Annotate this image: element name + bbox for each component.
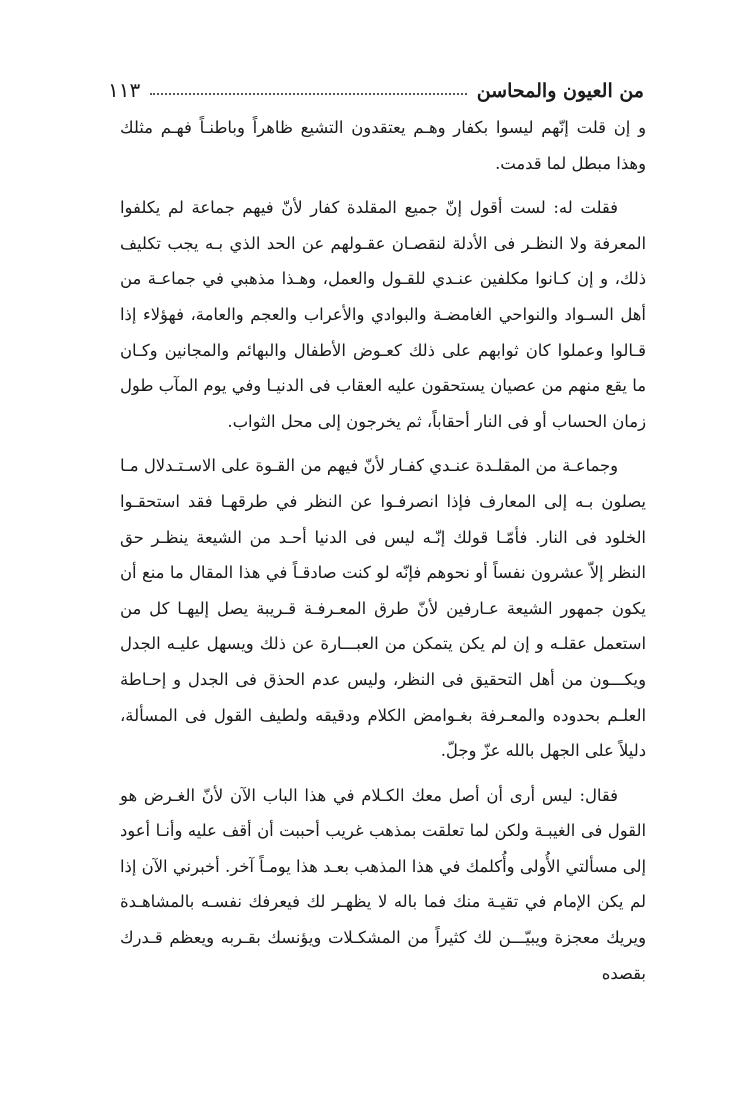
- running-title: من العيون والمحاسن: [476, 80, 644, 102]
- paragraph-4: فقال: ليس أرى أن أصل معك الكـلام في هذا الباب الآن لأنّ الغـرض هو القول فى الغيبـة ولكن لما تعلقت بمذهب غريب أحببت أن أقف عليه وأنـا أعود إلى مسألتي الأُولى وأُكلمك في هذا المذهب بعـد هذا يومـاً آخر. أخبرني الآن إذا لم يكن الإمام في تقيـة منك فما باله لا يظهـر لك فيعرفك نفسـه بالمشاهـدة ويريك معجزة ويبيّـــن لك كثيراً من المشكـلات ويؤنسك بقـربه ويعظم قـدرك بقصده: [120, 785, 646, 983]
- running-header: [108, 68, 644, 102]
- paragraph-3: وجماعـة من المقلـدة عنـدي كفـار لأنّ فيهم من القـوة على الاسـتـدلال مـا يصلون بـه إلى المعارف فإذا انصرفـوا عن النظر في طرقهـا فقد استحقـوا الخلود فى النار. فأمّـا قولك إنّـه ليس فى الدنيا أحـد من الشيعة ينظـر حق النظر إلاّ عشرون نفساً أو نحوهم فإنّه لو كنت صادقـاً في هذا المقال ما منع أن يكون جمهور الشيعة عـارفين لأنّ طرق المعـرفـة قـريبة يصل إليهـا كل من استعمل عقلـه و إن لم يكن يتمكن من العبـــارة عن ذلك ويسهل عليـه الجدل ويكـــون من أهل التحقيق فى النظر، وليس عدم الحذق فى الجدل و إحـاطة العلـم بحدوده والمعـرفة بغـوامض الكلام ودقيقه ولطيف القول فى المسألة، دليلاً على الجهل بالله عزّ وجلّ.: [120, 456, 646, 761]
- page-number: ١١٣: [108, 78, 141, 102]
- page-body: [120, 110, 646, 991]
- paragraph-1: و إن قلت إنّهم ليسوا بكفار وهـم يعتقدون التشيع ظاهراً وباطنـاً فهـم مثلك وهذا مبطل لما قدمت.: [120, 118, 646, 173]
- paragraph-2: فقلت له: لست أقول إنّ جميع المقلدة كفار لأنّ فيهم جماعة لم يكلفوا المعرفة ولا النظـر فى الأدلة لنقصـان عقـولهم عن الحد الذي بـه يجب تكليف ذلك، و إن كـانوا مكلفين عنـدي للقـول والعمل، وهـذا مذهبي في جماعـة من أهل السـواد والنواحي الغامضـة والبوادي والأعراب والعجم والعامة، فهؤلاء إذا قـالوا وعملوا كان ثوابهم على ذلك كعـوض الأطفال والبهائم والمجانين وكـان ما يقع منهم من عصيان يستحقون عليه العقاب فى الدنيـا وفي يوم المآب طول زمان الحساب أو فى النار أحقاباً، ثم يخرجون إلى محل الثواب.: [120, 198, 646, 431]
- header-dotted-leader: [150, 93, 466, 95]
